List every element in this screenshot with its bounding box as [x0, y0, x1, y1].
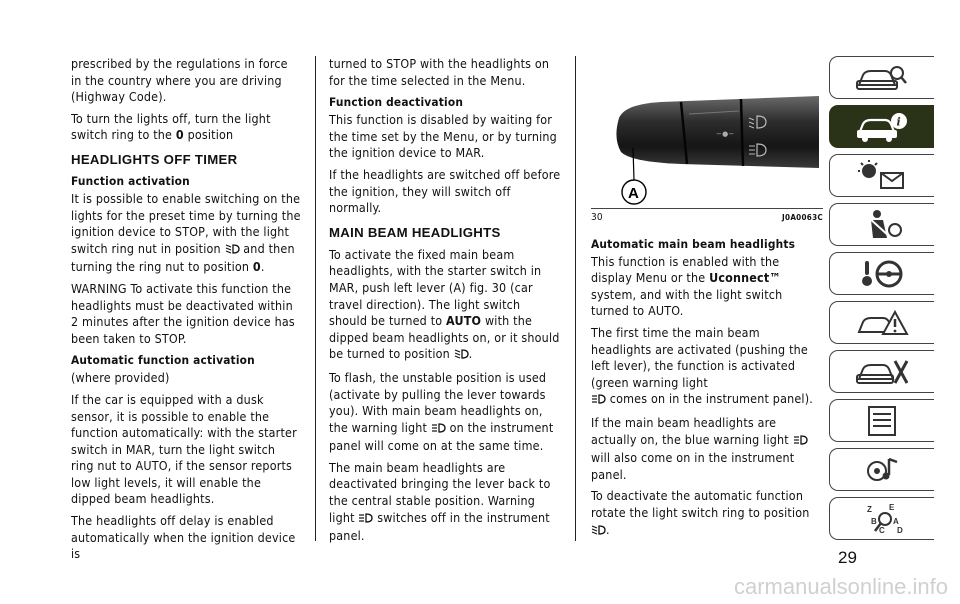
tab-index[interactable] [829, 497, 934, 540]
figure-code: J0A0063C [782, 213, 823, 222]
text-bold: 0 [252, 259, 261, 275]
svg-text:Z: Z [867, 504, 872, 514]
text: . [468, 346, 473, 362]
lever-figure [591, 56, 821, 206]
svg-text:B: B [871, 516, 877, 526]
car-warning-icon [853, 306, 911, 340]
text-bold: Uconnect™ [709, 270, 781, 286]
tab-multimedia[interactable] [829, 448, 934, 491]
media-icon [853, 453, 911, 487]
tab-emergency[interactable] [829, 301, 934, 344]
text: will also come on in the instrument panel. [591, 450, 795, 482]
text: on the instrument panel will come on at the same time. [329, 419, 554, 454]
paragraph-warning: WARNING To activate this function the headlights must be deactivated within 2 minutes after the ignition device has been taken to STOP. [71, 280, 295, 346]
subheading-activation: Function activation [71, 173, 190, 188]
figure-rule [591, 208, 823, 209]
text: and then turning the ring nut to position [71, 240, 295, 275]
main-beam-icon [358, 512, 373, 529]
chapter-tab-sidebar [829, 56, 935, 546]
text-column-3 [591, 56, 823, 545]
paragraph [329, 247, 562, 365]
text: This function is enabled with the display Menu or the [591, 253, 780, 286]
tab-technical-data[interactable] [829, 399, 934, 442]
light-lever-illustration [591, 56, 821, 206]
paragraph [329, 370, 562, 455]
text: It is possible to enable switching on the lights for the preset time by turning the ignition device to STOP, with the light switch ring nut in position [71, 190, 301, 256]
paragraph [591, 415, 823, 483]
svg-text:E: E [889, 502, 895, 512]
text-bold: AUTO [446, 313, 482, 329]
paragraph: If the headlights are switched off before the ignition, they will switch off normally. [329, 166, 561, 216]
text-column-1 [71, 56, 301, 568]
svg-text:−●−: −●− [716, 130, 735, 138]
tab-car-search[interactable] [829, 56, 934, 99]
subheading-auto-main-beam: Automatic main beam headlights [591, 236, 796, 251]
text: . [260, 259, 265, 275]
main-beam-icon [431, 422, 446, 439]
light-message-icon [853, 159, 911, 193]
dipped-beam-icon [225, 243, 240, 260]
svg-text:D: D [897, 525, 903, 535]
person-seatbelt-icon [853, 208, 911, 242]
index-icon [853, 502, 911, 536]
text: system, and with the light switch turned to AUTO. [591, 286, 783, 319]
column-divider [315, 56, 316, 541]
text: To flash, the unstable position is used (activate by pulling the lever towards you). With main beam headlights on, the warning light [329, 369, 547, 435]
text: position [183, 127, 234, 143]
paragraph [591, 488, 823, 540]
car-tools-icon [853, 355, 911, 389]
text: If the main beam headlights are actually on, the blue warning light [591, 414, 793, 447]
tab-lights-messages[interactable] [829, 154, 934, 197]
paragraph: The headlights off delay is enabled automatically when the ignition device is [71, 513, 296, 562]
tab-safety[interactable] [829, 203, 934, 246]
dipped-beam-icon [591, 524, 606, 541]
paragraph: (where provided) [71, 370, 170, 386]
paragraph [591, 254, 823, 320]
subheading-auto: Automatic function activation [71, 353, 255, 368]
column-divider [575, 56, 576, 541]
text: switches off in the instrument panel. [329, 509, 550, 544]
paragraph: prescribed by the regulations in force in the country where you are driving (Highway Code). [71, 56, 288, 105]
auto-main-beam-icon [591, 393, 606, 410]
figure-caption [591, 210, 823, 227]
text-bold: 0 [175, 127, 184, 143]
section-heading-timer: HEADLIGHTS OFF TIMER [71, 151, 238, 167]
car-search-icon [853, 61, 911, 95]
text: The first time the main beam headlights are activated (pushing the left lever), the function is activated (green warning light [591, 324, 808, 390]
paragraph: If the car is equipped with a dusk sensor, it is possible to enable the function automatically: with the starter switch in MAR, turn the light switch ring nut to AUTO, if the sensor reports low light levels, it will enable the dipped beam headlights. [71, 391, 297, 507]
text: To deactivate the automatic function rotate the light switch ring to position [591, 488, 810, 520]
steering-wheel-icon [853, 257, 911, 291]
svg-text:i: i [896, 115, 901, 128]
text: comes on in the instrument panel). [606, 391, 814, 407]
text: with the dipped beam headlights on, or it should be turned to position [329, 313, 560, 362]
paragraph [591, 325, 823, 410]
paragraph [329, 460, 562, 545]
page-number: 29 [838, 548, 857, 567]
paragraph: This function is disabled by waiting for the time set by the Menu, or by turning the ignition device to MAR. [329, 112, 557, 161]
car-info-icon [853, 110, 911, 144]
tab-maintenance[interactable] [829, 350, 934, 393]
list-icon [853, 404, 911, 438]
text: . [606, 521, 610, 537]
section-heading-main-beam: MAIN BEAM HEADLIGHTS [329, 224, 501, 240]
subheading-deactivation: Function deactivation [329, 95, 464, 110]
paragraph [71, 111, 301, 144]
paragraph: turned to STOP with the headlights on for the time selected in the Menu. [329, 56, 550, 88]
svg-text:A: A [893, 516, 899, 526]
tab-starting-driving[interactable] [829, 252, 934, 295]
text: The main beam headlights are deactivated bringing the lever back to the central stable position. Warning light [329, 459, 551, 525]
text: To activate the fixed main beam headlights, with the starter switch in MAR, push left lever (A) fig. 30 (car travel direction). The light switch should be turned to [329, 246, 542, 329]
text-column-2 [329, 56, 562, 550]
figure-number: 30 [591, 212, 603, 223]
figure-callout-a: A [628, 185, 640, 202]
text: To turn the lights off, turn the light switch ring to the [71, 110, 271, 143]
tab-car-info-active[interactable] [829, 105, 934, 148]
dipped-beam-icon [454, 348, 469, 365]
svg-text:C: C [879, 525, 885, 535]
main-beam-icon [793, 434, 808, 451]
paragraph [71, 191, 301, 276]
watermark-footer: carmanualsonline.info [733, 574, 948, 599]
